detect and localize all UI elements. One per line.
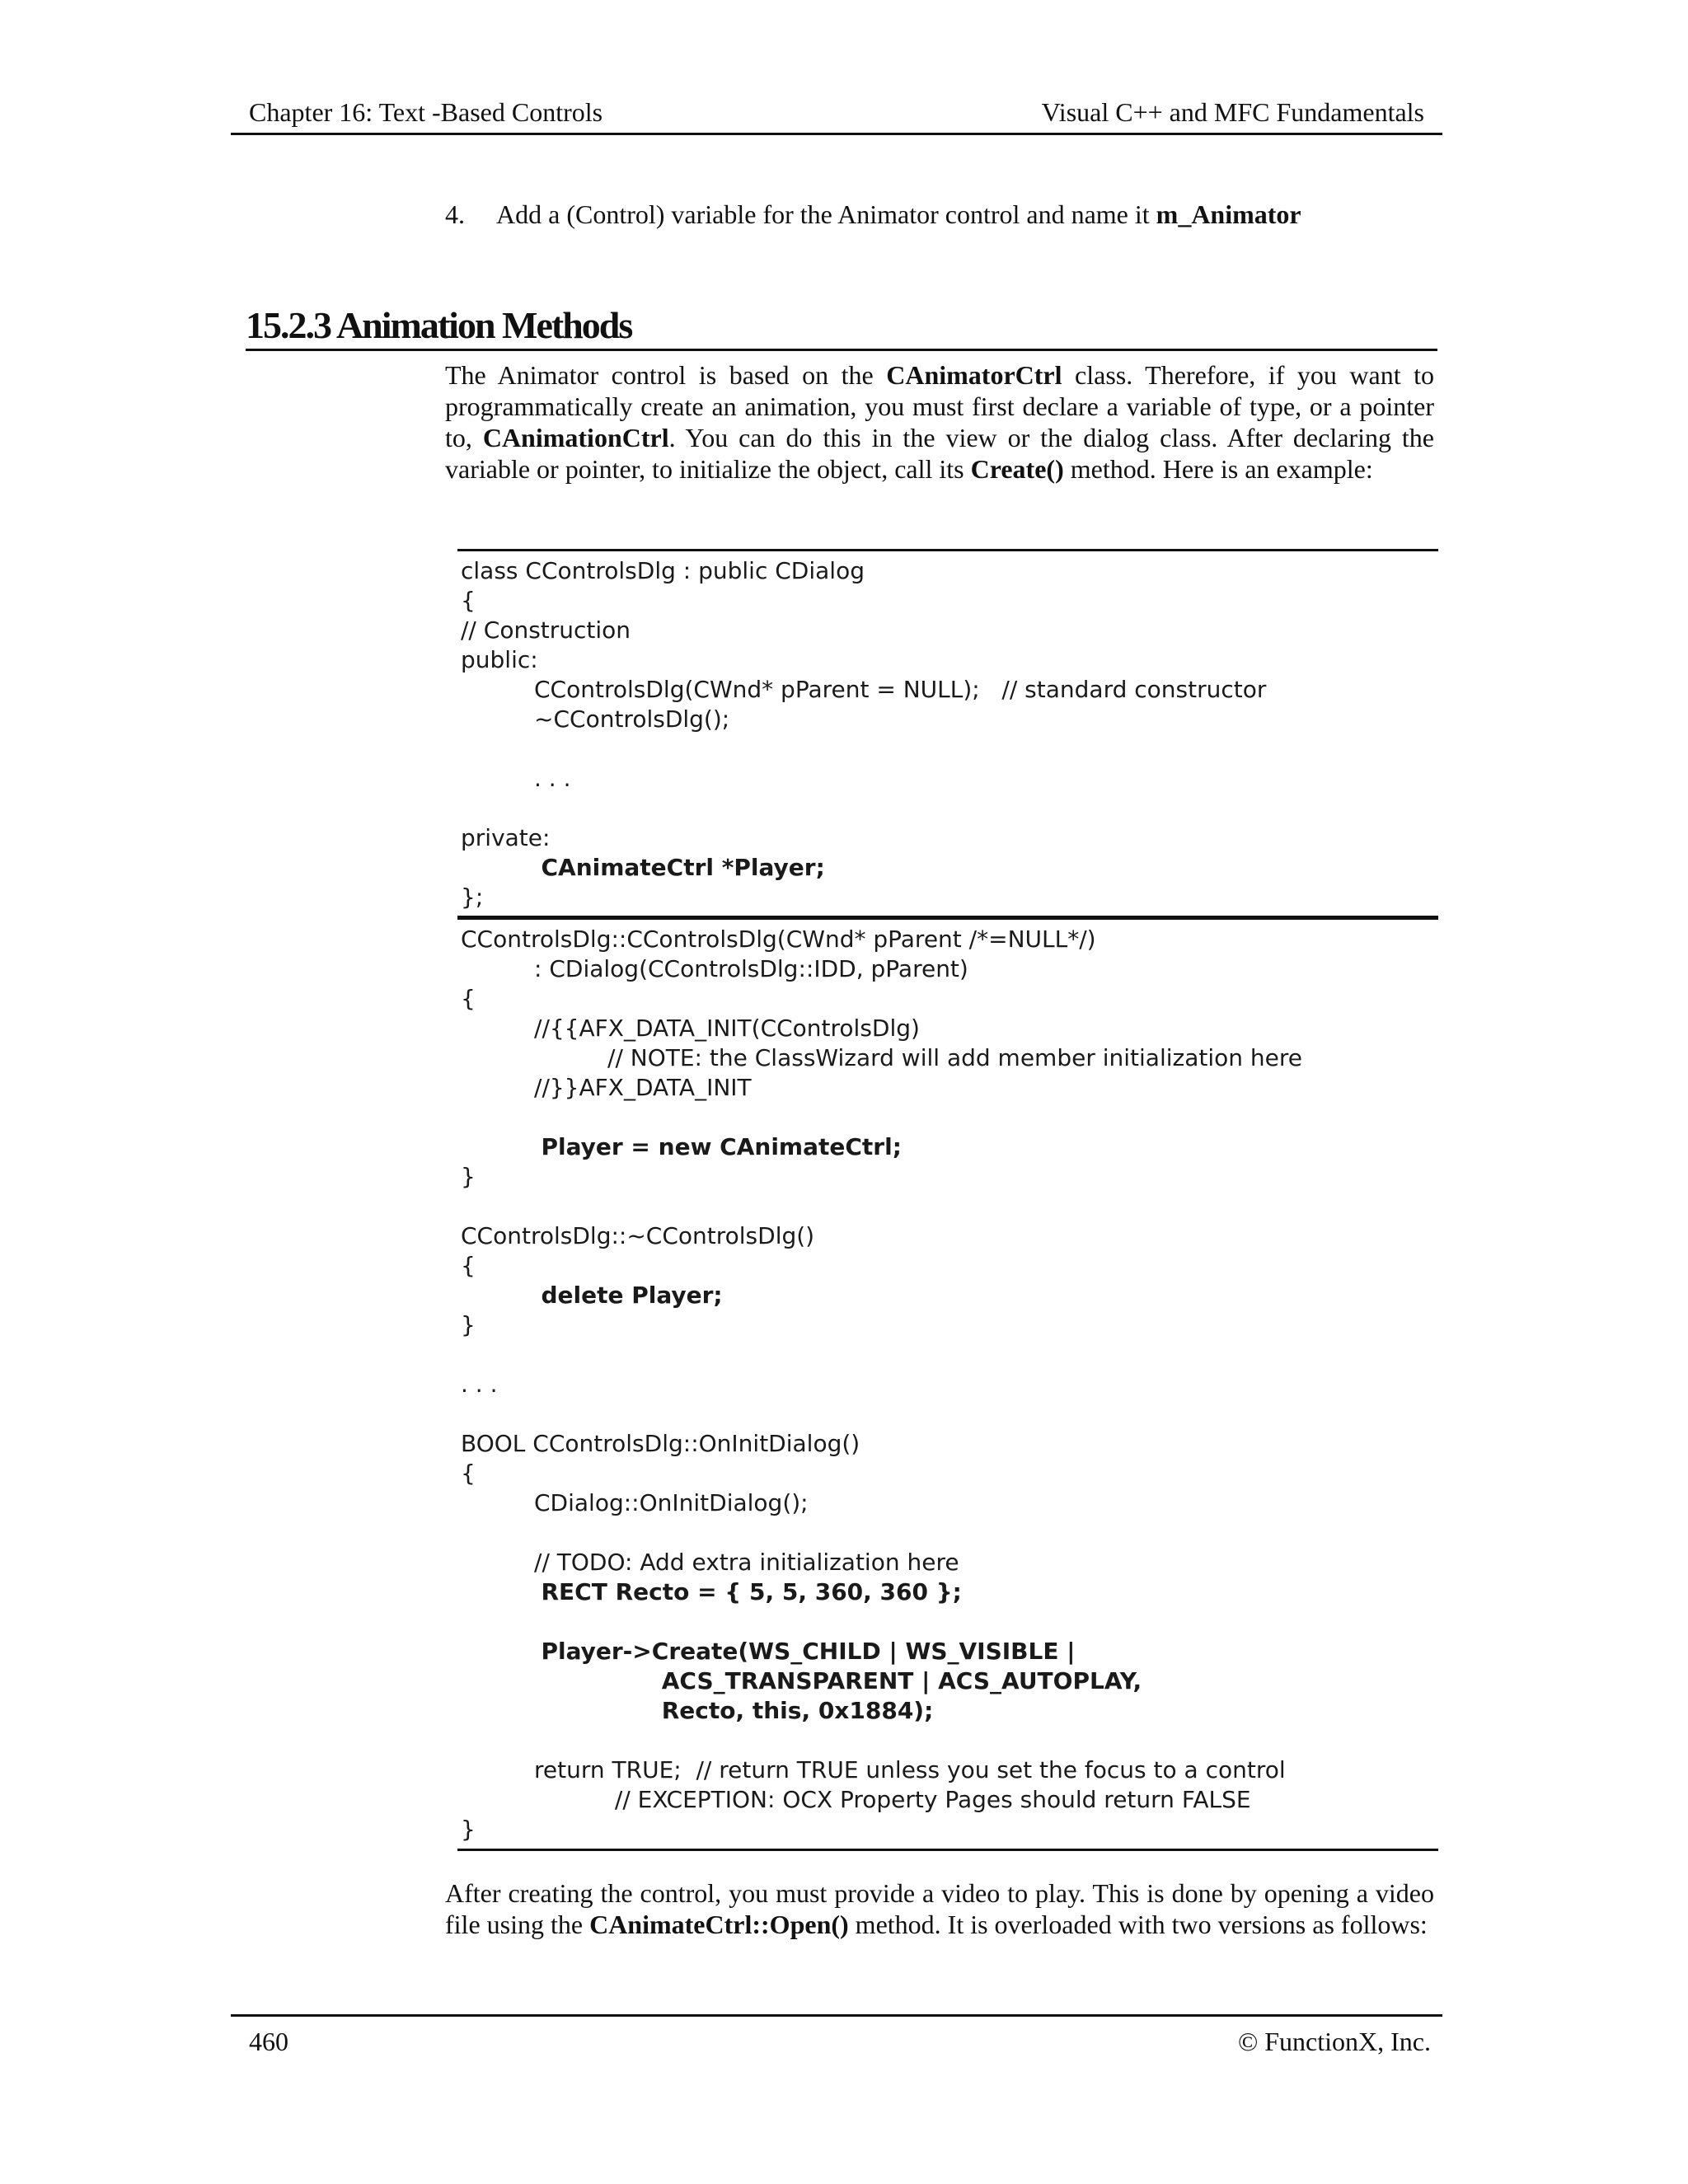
para1-text-1: The Animator control is based on the: [445, 360, 887, 390]
code-line: // EXCEPTION: OCX Property Pages should return FALSE: [461, 1786, 1251, 1813]
code-line: public:: [461, 646, 538, 673]
code-line: //}}AFX_DATA_INIT: [461, 1074, 752, 1101]
code-line: {: [461, 985, 476, 1012]
para1-text-4: method. Here is an example:: [1063, 454, 1373, 484]
code-listing-1: [457, 551, 1438, 912]
code-line: [461, 794, 1438, 823]
code-line: {: [461, 587, 476, 614]
code-line: }: [461, 1816, 476, 1843]
code-line: {: [461, 1252, 476, 1279]
code-line: Player->Create(WS_CHILD | WS_VISIBLE |: [461, 1638, 1076, 1665]
code-line: // NOTE: the ClassWizard will add member initialization here: [461, 1044, 1303, 1071]
code-line: }: [461, 1163, 476, 1190]
para2-bold-method: CAnimateCtrl::Open(): [589, 1910, 849, 1939]
step-number: 4.: [445, 199, 465, 229]
step-4: [445, 199, 1301, 230]
code-line: BOOL CControlsDlg::OnInitDialog(): [461, 1430, 860, 1457]
code-block-implementation: [457, 920, 1438, 1851]
para1-bold-method: Create(): [970, 454, 1064, 484]
closing-paragraph: [445, 1877, 1434, 1940]
code-line: CControlsDlg::~CControlsDlg(): [461, 1222, 815, 1249]
code-line: CAnimateCtrl *Player;: [461, 854, 825, 881]
code-line: [461, 1103, 1438, 1132]
code-line: {: [461, 1460, 476, 1487]
code-line: Recto, this, 0x1884);: [461, 1697, 934, 1724]
code-line: }: [461, 1311, 476, 1338]
code-line: CControlsDlg::CControlsDlg(CWnd* pParent /*=NULL*/): [461, 926, 1096, 953]
code-line: [461, 734, 1438, 764]
code-line: [461, 1399, 1438, 1429]
code-line: class CControlsDlg : public CDialog: [461, 557, 865, 584]
code-line: [461, 1518, 1438, 1548]
para1-bold-pointer: CAnimationCtrl: [482, 423, 669, 452]
code-line: : CDialog(CControlsDlg::IDD, pParent): [461, 955, 968, 982]
code-line: };: [461, 883, 484, 911]
code-line: //{{AFX_DATA_INIT(CControlsDlg): [461, 1015, 920, 1042]
code-line: [461, 1607, 1438, 1637]
code-line: ACS_TRANSPARENT | ACS_AUTOPLAY,: [461, 1667, 1142, 1694]
step-text: Add a (Control) variable for the Animator control and name it: [496, 199, 1156, 229]
page-footer: [231, 2014, 1442, 2057]
code-line: ~CControlsDlg();: [461, 705, 730, 733]
code-line: Player = new CAnimateCtrl;: [461, 1133, 902, 1160]
code-line: private:: [461, 824, 551, 851]
code-line: . . .: [461, 765, 571, 792]
section-title: 15.2.3 Animation Methods: [246, 303, 1437, 351]
code-line: CDialog::OnInitDialog();: [461, 1489, 809, 1516]
code-line: delete Player;: [461, 1282, 723, 1309]
page-header: [231, 97, 1442, 135]
step-variable-name: m_Animator: [1156, 199, 1301, 229]
code-line: [461, 1340, 1438, 1370]
intro-paragraph: [445, 359, 1434, 485]
para1-text-2: class. Therefore, if you want to programmatically create an animation, you must first declare a variable of type, or a pointer to,: [445, 360, 1435, 452]
header-chapter: Chapter 16: Text -Based Controls: [249, 97, 603, 127]
header-book-title: Visual C++ and MFC Fundamentals: [1041, 97, 1424, 127]
code-line: RECT Recto = { 5, 5, 360, 360 };: [461, 1578, 962, 1605]
code-block-class-declaration: [457, 549, 1438, 920]
para2-text-1: After creating the control, you must provide a video to play. This is done by opening a video file using the: [445, 1878, 1434, 1939]
code-listing-2: [457, 920, 1438, 1844]
code-line: [461, 1726, 1438, 1755]
code-line: return TRUE; // return TRUE unless you set the focus to a control: [461, 1756, 1286, 1783]
page-number: 460: [249, 2027, 288, 2056]
para1-text-3: . You can do this in the view or the dialog class. After declaring the variable or pointer, to initialize the object, call its: [445, 423, 1435, 484]
code-line: // Construction: [461, 616, 631, 644]
copyright: © FunctionX, Inc.: [1237, 2027, 1431, 2056]
code-line: CControlsDlg(CWnd* pParent = NULL); // standard constructor: [461, 676, 1267, 703]
code-line: [461, 1192, 1438, 1221]
code-line: // TODO: Add extra initialization here: [461, 1549, 959, 1576]
para1-bold-class: CAnimatorCtrl: [886, 360, 1062, 390]
para2-text-2: method. It is overloaded with two versions as follows:: [848, 1910, 1428, 1939]
code-line: . . .: [461, 1371, 498, 1398]
